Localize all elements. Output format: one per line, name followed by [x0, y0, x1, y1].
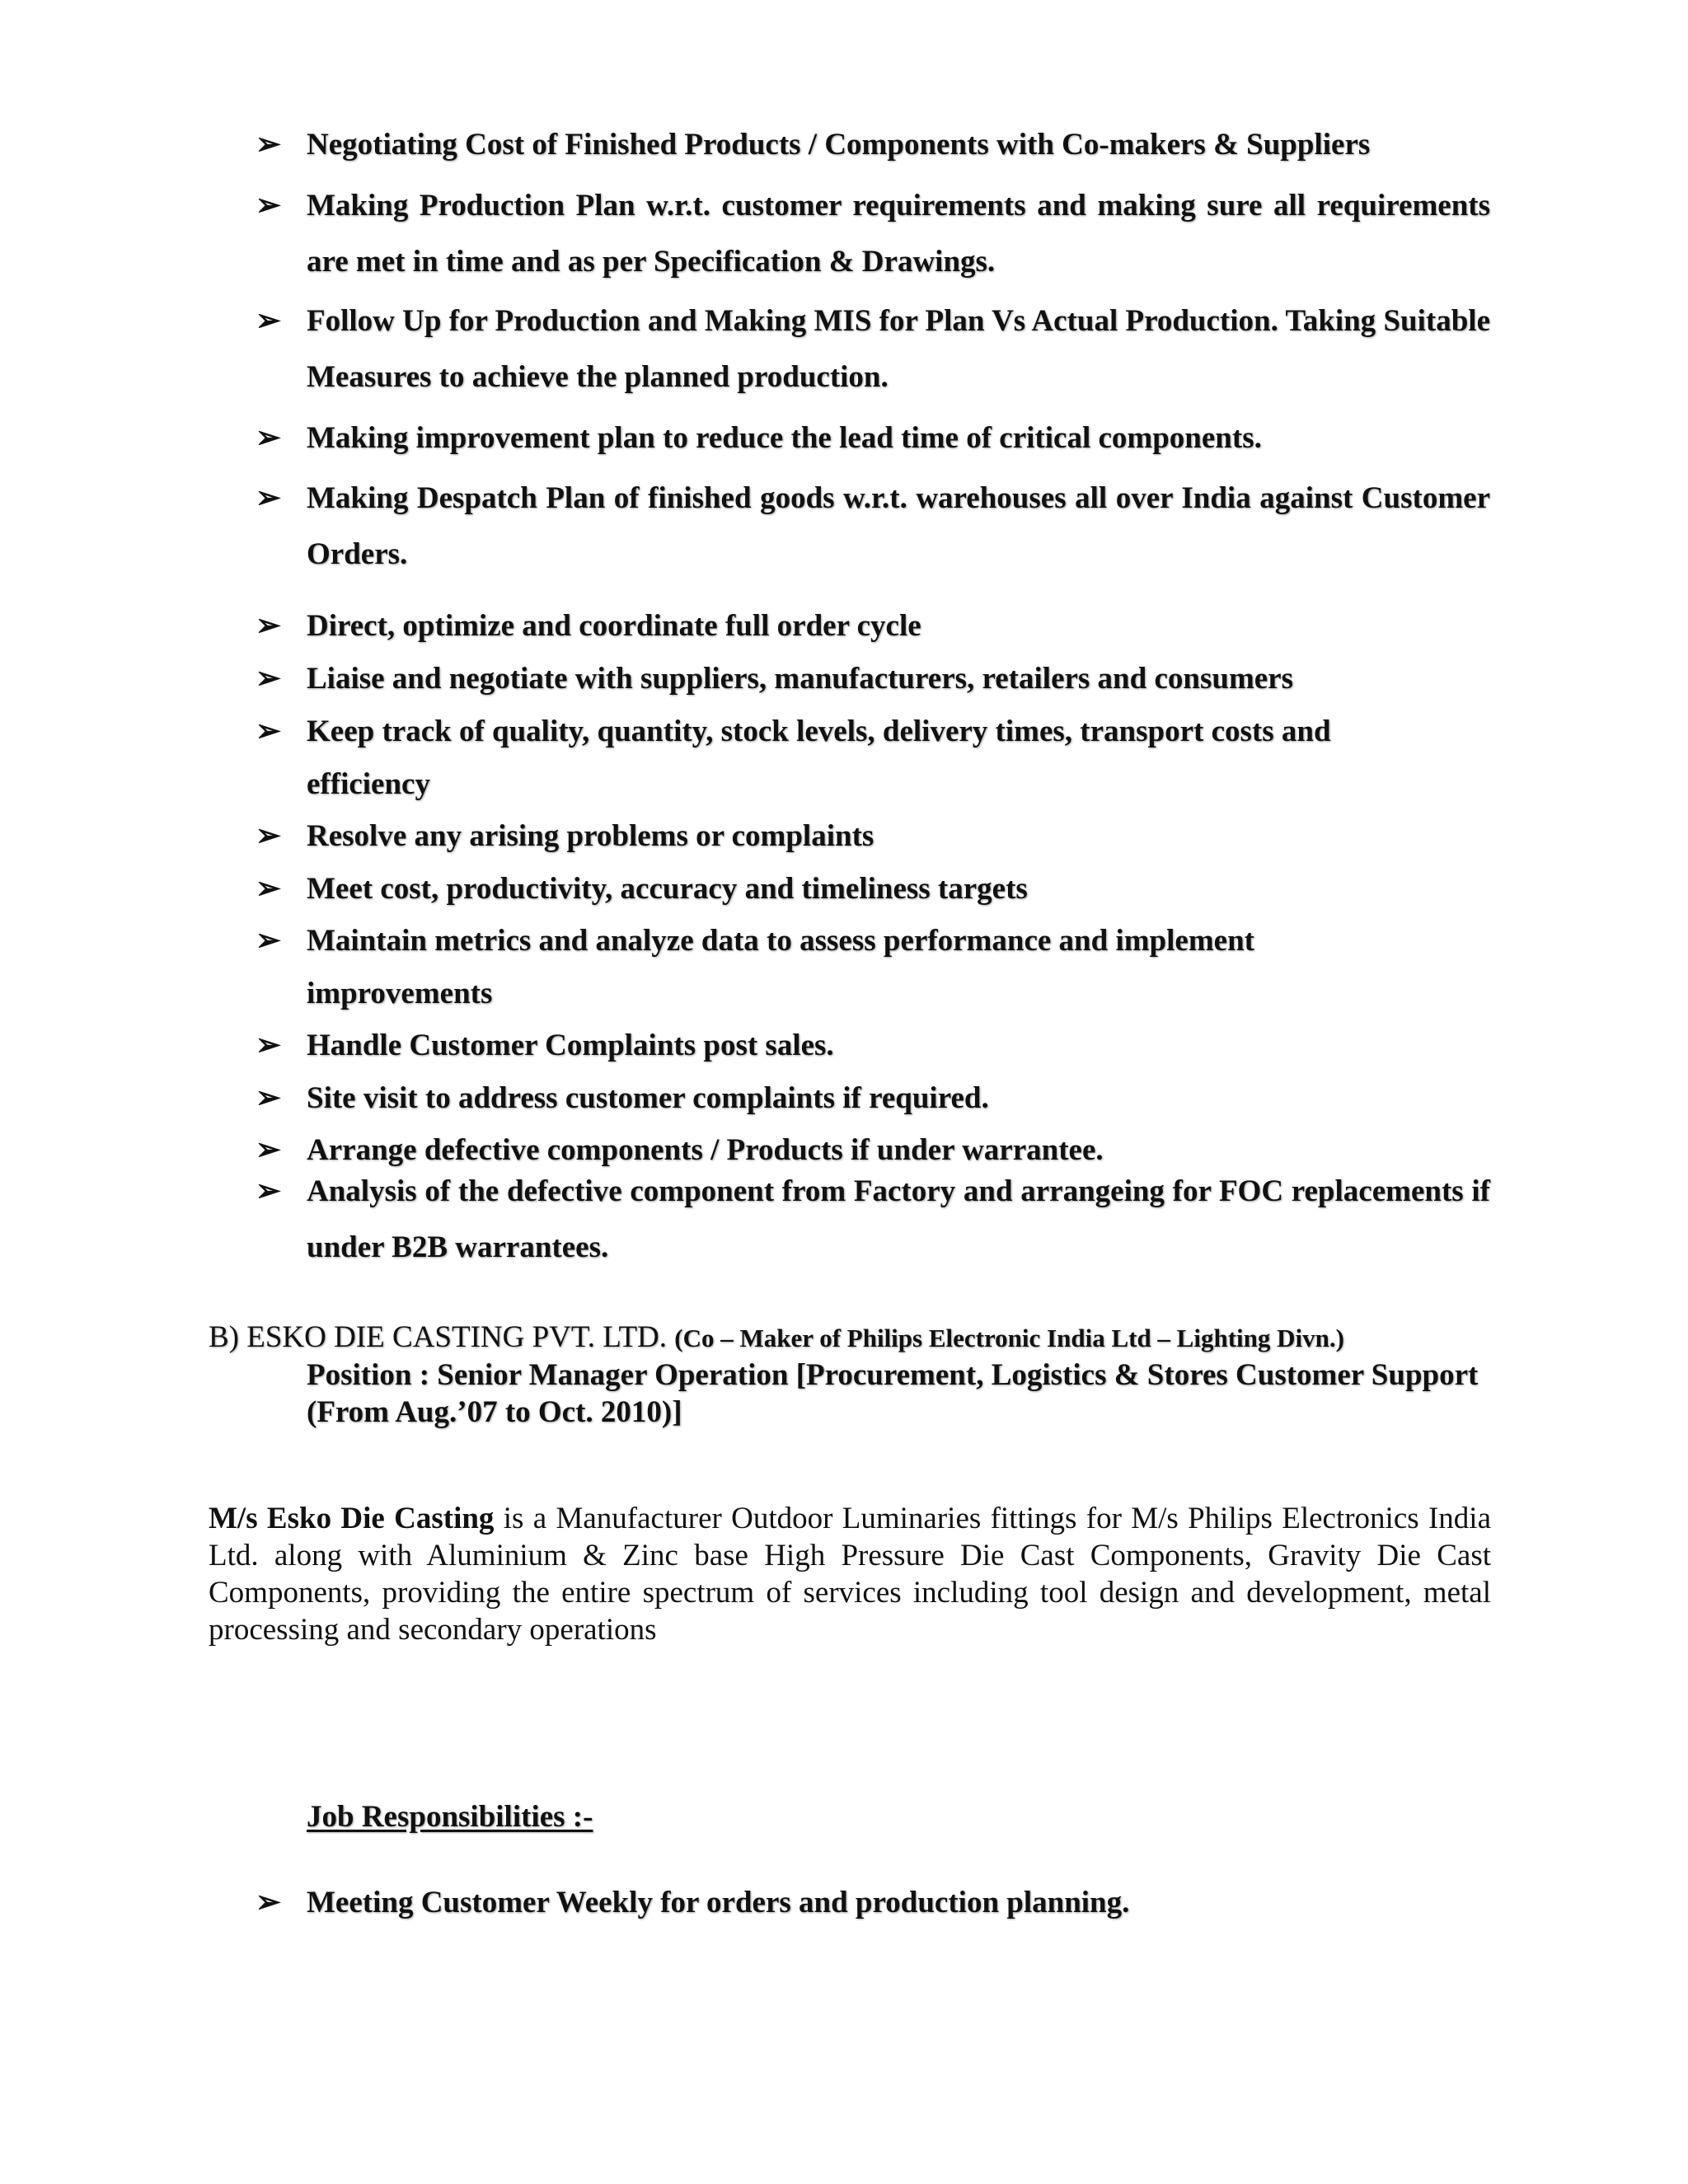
description-body: is a Manufacturer Outdoor Luminaries fittings for M/s Philips Electronics India Ltd. along with Aluminium & Zinc base High Pressure Die Cast Components, Gravity Die Cast Components, providing the entire spectrum of services including tool design and development, metal processing and secondary operations	[209, 1502, 1491, 1647]
bullet-item: Making improvement plan to reduce the lead time of critical components.	[307, 421, 1262, 455]
bullet-arrow-icon: ➢	[256, 1081, 282, 1115]
company-name: B) ESKO DIE CASTING PVT. LTD.	[209, 1320, 668, 1354]
bullet-item: Site visit to address customer complaints if required.	[307, 1081, 989, 1115]
bullet-arrow-icon: ➢	[256, 304, 282, 338]
bullet-arrow-icon: ➢	[256, 1029, 282, 1062]
bullet-arrow-icon: ➢	[256, 421, 282, 455]
bullet-item: Follow Up for Production and Making MIS for Plan Vs Actual Production. Taking Suitable Measures to achieve the planned production.	[307, 304, 1490, 394]
bullet-item: Maintain metrics and analyze data to assess performance and implement improvements	[307, 924, 1254, 1010]
position-line: Position : Senior Manager Operation [Procurement, Logistics & Stores Customer Support (From Aug.’07 to Oct. 2010)]	[307, 1358, 1479, 1429]
bullet-item: Making Production Plan w.r.t. customer requirements and making sure all requirements are met in time and as per Specification & Drawings.	[307, 189, 1490, 279]
section-heading: Job Responsibilities :-	[307, 1800, 593, 1834]
bullet-arrow-icon: ➢	[256, 872, 282, 906]
bullet-arrow-icon: ➢	[256, 1133, 282, 1167]
bullet-item: Liaise and negotiate with suppliers, manufacturers, retailers and consumers	[307, 662, 1294, 696]
bullet-item: Making Despatch Plan of finished goods w.r.t. warehouses all over India against Customer Orders.	[307, 481, 1490, 571]
bullet-item: Meeting Customer Weekly for orders and production planning.	[307, 1886, 1130, 1919]
company-note: (Co – Maker of Philips Electronic India Ltd – Lighting Divn.)	[674, 1324, 1344, 1352]
bullet-arrow-icon: ➢	[256, 819, 282, 853]
bullet-item: Keep track of quality, quantity, stock levels, delivery times, transport costs and efficiency	[307, 715, 1331, 801]
bullet-item: Handle Customer Complaints post sales.	[307, 1029, 834, 1062]
bullet-item: Arrange defective components / Products if under warrantee.	[307, 1133, 1104, 1167]
bullet-arrow-icon: ➢	[256, 189, 282, 223]
bullet-arrow-icon: ➢	[256, 481, 282, 515]
bullet-item: Direct, optimize and coordinate full order cycle	[307, 609, 921, 643]
company-header	[209, 1319, 1494, 1357]
description-lead: M/s Esko Die Casting	[209, 1502, 495, 1535]
bullet-arrow-icon: ➢	[256, 715, 282, 748]
company-description	[209, 1500, 1491, 1648]
bullet-item: Meet cost, productivity, accuracy and timeliness targets	[307, 872, 1028, 906]
bullet-arrow-icon: ➢	[256, 1174, 282, 1208]
bullet-arrow-icon: ➢	[256, 662, 282, 696]
bullet-arrow-icon: ➢	[256, 924, 282, 958]
bullet-arrow-icon: ➢	[256, 128, 282, 162]
bullet-arrow-icon: ➢	[256, 609, 282, 643]
bullet-arrow-icon: ➢	[256, 1886, 282, 1919]
bullet-item: Analysis of the defective component from Factory and arrangeing for FOC replacements if under B2B warrantees.	[307, 1174, 1490, 1264]
bullet-item: Resolve any arising problems or complaints	[307, 819, 874, 853]
bullet-item: Negotiating Cost of Finished Products / Components with Co-makers & Suppliers	[307, 128, 1371, 162]
